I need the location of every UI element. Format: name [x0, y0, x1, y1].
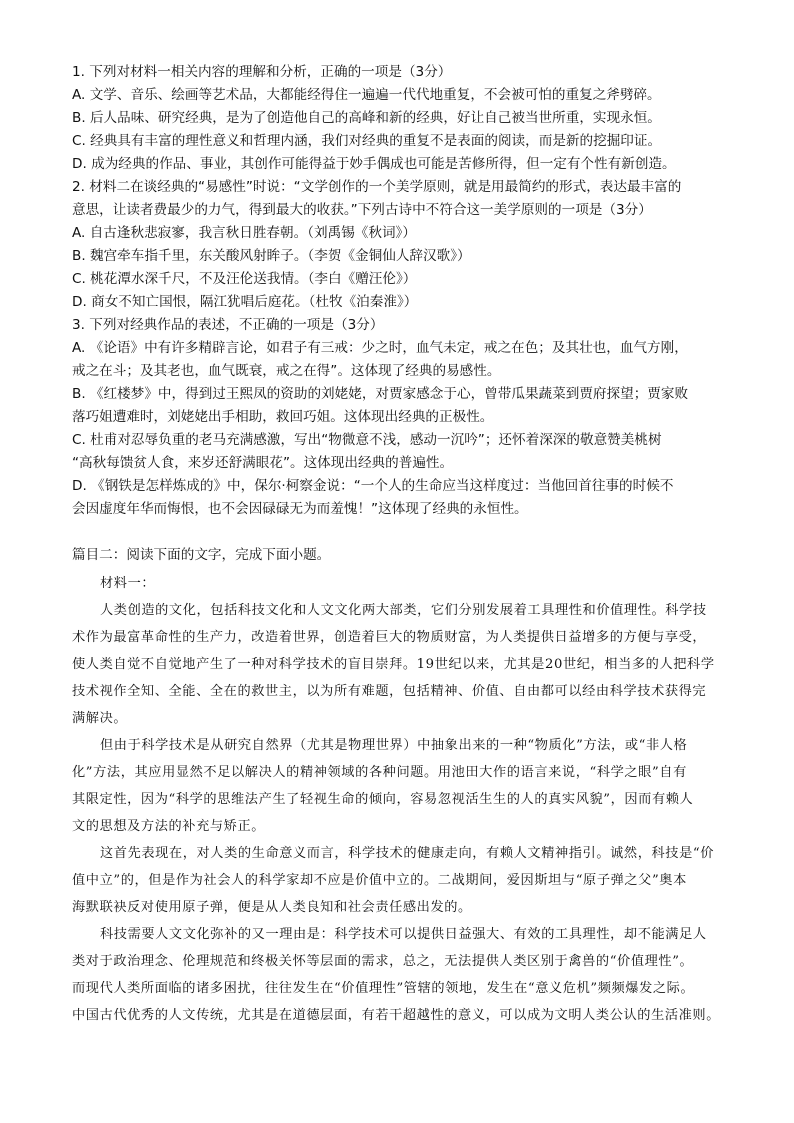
paragraph-3-line-1: 这首先表现在，对人类的生命意义而言，科学技术的健康走向，有赖人文精神指引。诚然，科技是“价: [100, 846, 714, 861]
paragraph-4-line-1: 科技需要人文文化弥补的又一理由是：科学技术可以提供日益强大、有效的工具理性，却不能满足人: [100, 927, 707, 942]
q2-option-b: B. 魏宫牵车指千里，东关酸风射眸子。（李贺《金铜仙人辞汉歌》）: [72, 248, 471, 264]
paragraph-2-line-1: 但由于科学技术是从研究自然界（尤其是物理世界）中抽象出来的一种“物质化”方法，或“非人格: [100, 738, 688, 753]
q2-stem-line2: 意思，让读者费最少的力气，得到最大的收获。”下列古诗中不符合这一美学原则的一项是（3分）: [72, 202, 652, 218]
paragraph-1-line-4: 技术视作全知、全能、全在的救世主，以为所有难题，包括精神、价值、自由都可以经由科学技术获得完: [72, 684, 707, 699]
paragraph-2-line-4: 文的思想及方法的补充与矫正。: [72, 819, 266, 834]
q3-option-b-line1: B. 《红楼梦》中，得到过王熙凤的资助的刘姥姥，对贾家感念于心，曾带瓜果蔬菜到贾府探望；贾家败: [72, 386, 689, 402]
q1-option-b: B. 后人品味、研究经典，是为了创造他自己的高峰和新的经典，好让自己被当世所重，实现永恒。: [72, 110, 661, 126]
paragraph-4-line-4: 中国古代优秀的人文传统，尤其是在道德层面，有若干超越性的意义，可以成为文明人类公认的生活准则。: [72, 1008, 721, 1023]
q2-option-c: C. 桃花潭水深千尺，不及汪伦送我情。（李白《赠汪伦》）: [72, 271, 417, 287]
q2-option-a: A. 自古逢秋悲寂寥，我言秋日胜春朝。（刘禹锡《秋词》）: [72, 225, 416, 241]
q3-option-c-line1: C. 杜甫对忍辱负重的老马充满感激，写出“物微意不浅，感动一沉吟”；还怀着深深的敬意赞美桃树: [72, 432, 662, 448]
q2-stem-line1: 2. 材料二在谈经典的“易感性”时说：“文学创作的一个美学原则，就是用最简约的形式，表达最丰富的: [72, 179, 682, 195]
paragraph-2-line-3: 其限定性，因为“科学的思维法产生了轻视生命的倾向，容易忽视活生生的人的真实风貌”，因而有赖人: [72, 792, 694, 807]
paragraph-4-line-3: 而现代人类所面临的诸多困扰，往往发生在“价值理性”管辖的领地，发生在“意义危机”频频爆发之际。: [72, 981, 695, 996]
q3-option-a-line1: A. 《论语》中有许多精辟言论，如君子有三戒：少之时，血气未定，戒之在色；及其壮也，血气方刚，: [72, 340, 688, 356]
q3-stem: 3. 下列对经典作品的表述，不正确的一项是（3分）: [72, 317, 384, 333]
q3-option-b-line2: 落巧姐遭难时，刘姥姥出手相助，救回巧姐。这体现出经典的正极性。: [72, 409, 494, 425]
q3-option-d-line1: D. 《钢铁是怎样炼成的》中，保尔·柯察金说：“一个人的生命应当这样度过：当他回首往事的时候不: [72, 478, 674, 494]
paragraph-4-line-2: 类对于政治理念、伦理规范和终极关怀等层面的需求，总之，无法提供人类区别于禽兽的“价值理性”。: [72, 954, 694, 969]
q3-option-d-line2: 会因虚度年华而悔恨，也不会因碌碌无为而羞愧！”这体现了经典的永恒性。: [72, 501, 528, 517]
paragraph-1-line-1: 人类创造的文化，包括科技文化和人文文化两大部类，它们分别发展着工具理性和价值理性。科学技: [100, 603, 707, 618]
section-heading: 篇目二：阅读下面的文字，完成下面小题。: [72, 547, 331, 563]
q1-option-a: A. 文学、音乐、绘画等艺术品，大都能经得住一遍遍一代代地重复，不会被可怕的重复之斧劈碎。: [72, 87, 661, 103]
paragraph-1-line-5: 满解决。: [72, 711, 128, 726]
q3-option-a-line2: 戒之在斗；及其老也，血气既衰，戒之在得”。这体现了经典的易感性。: [72, 363, 501, 379]
paragraph-2-line-2: 化”方法，其应用显然不足以解决人的精神领域的各种问题。用池田大作的语言来说，“科学之眼”自有: [72, 765, 687, 780]
paragraph-1-line-3: 使人类自觉不自觉地产生了一种对科学技术的盲目崇拜。19世纪以来，尤其是20世纪，相当多的人把科学: [72, 657, 715, 672]
q3-option-c-line2: “高秋每馈贫人食，来岁还舒满眼花”。这体现出经典的普遍性。: [72, 455, 454, 471]
q1-option-c: C. 经典具有丰富的理性意义和哲理内涵，我们对经典的重复不是表面的阅读，而是新的挖掘印证。: [72, 133, 662, 149]
q1-option-d: D. 成为经典的作品、事业，其创作可能得益于妙手偶成也可能是苦修所得，但一定有个性有新创造。: [72, 156, 676, 172]
q1-stem: 1. 下列对材料一相关内容的理解和分析，正确的一项是（3分）: [72, 64, 452, 80]
paragraph-3-line-2: 值中立”的，但是作为社会人的科学家却不应是价值中立的。二战期间，爱因斯坦与“原子弹之父”奥本: [72, 873, 687, 888]
paragraph-1-line-2: 术作为最富革命性的生产力，改造着世界，创造着巨大的物质财富，为人类提供日益增多的方便与享受，: [72, 630, 707, 645]
material-label: 材料一：: [100, 576, 156, 591]
q2-option-d: D. 商女不知亡国恨，隔江犹唱后庭花。（杜牧《泊秦淮》）: [72, 294, 418, 310]
paragraph-3-line-3: 海默联袂反对使用原子弹，便是从人类良知和社会责任感出发的。: [72, 900, 472, 915]
